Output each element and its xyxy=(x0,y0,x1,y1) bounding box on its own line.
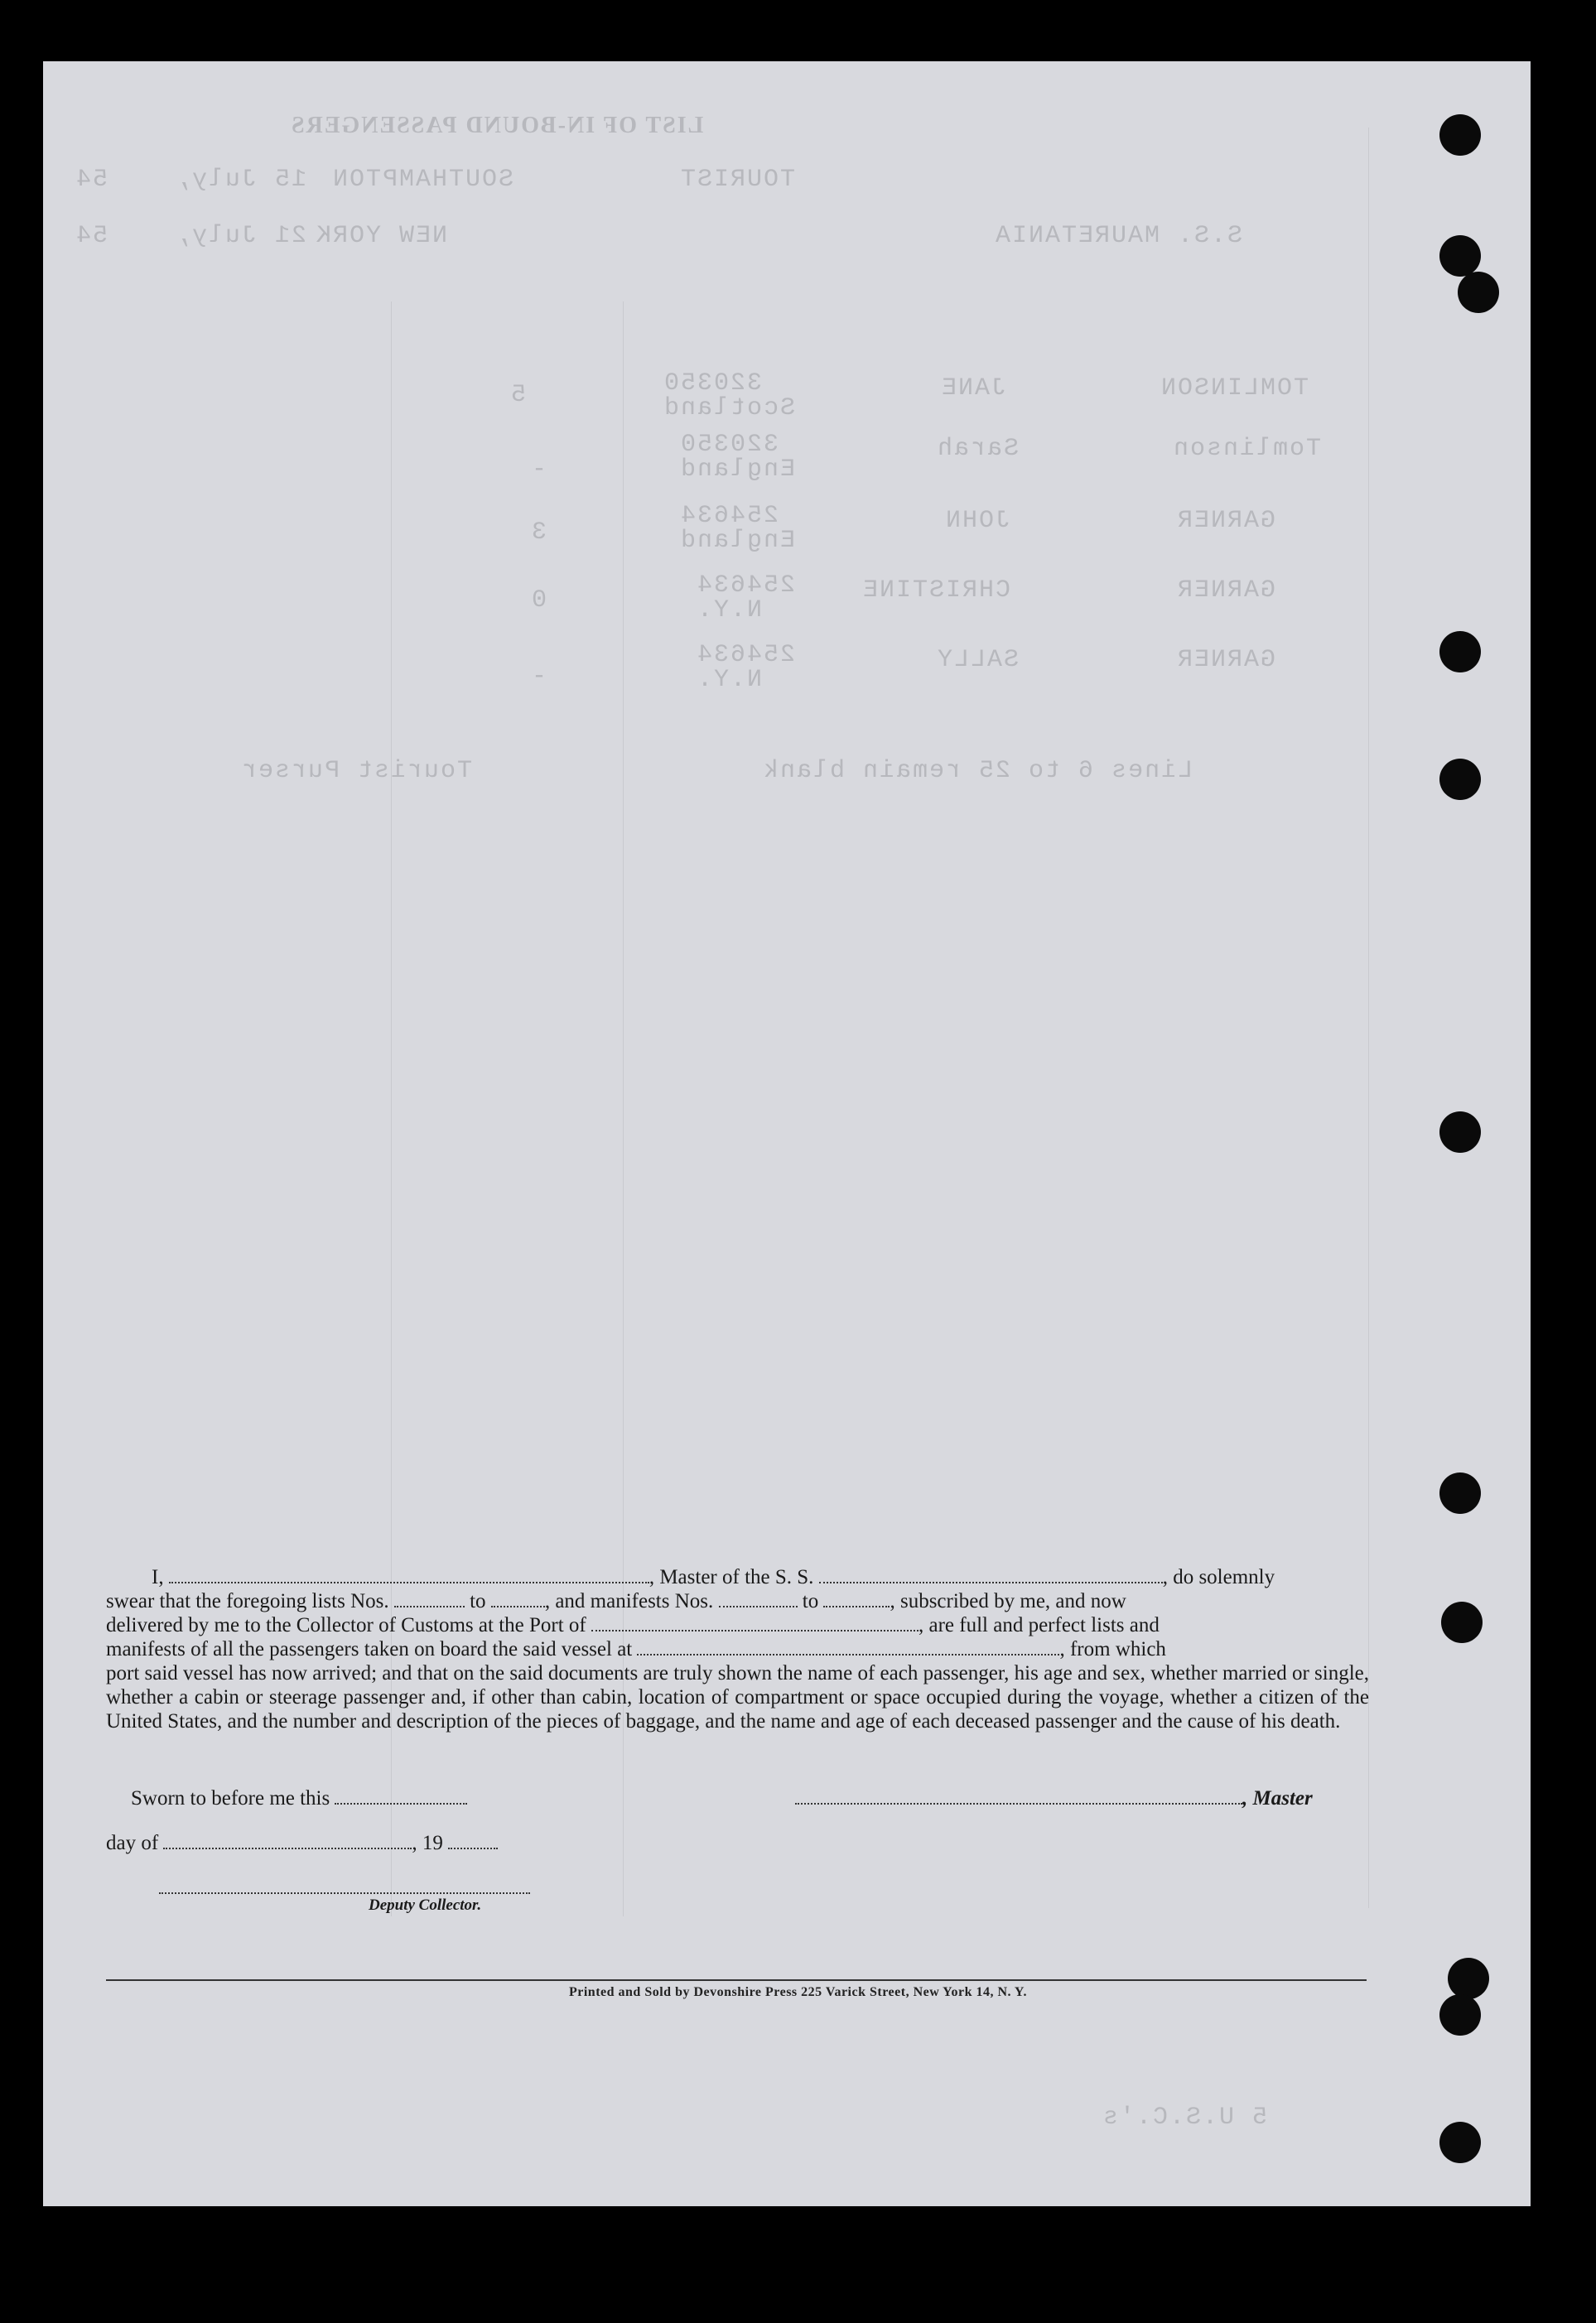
punch-hole-icon xyxy=(1439,2122,1481,2163)
bleed-line: 3 xyxy=(530,518,547,547)
bleed-bottom-mark: 5 U.S.C.'s xyxy=(1102,2104,1268,2132)
year-field[interactable] xyxy=(448,1848,498,1849)
bleed-note-signature: Tourist Purser xyxy=(240,757,473,785)
punch-hole-icon xyxy=(1441,1602,1483,1643)
deputy-label: Deputy Collector. xyxy=(369,1896,482,1914)
bleed-line: 0 xyxy=(530,586,547,614)
bleed-number: 320350 xyxy=(663,369,763,398)
bleed-year: 54 xyxy=(75,222,108,250)
bleed-surname: Tomlinson xyxy=(1172,435,1322,463)
bleed-number: 254634 xyxy=(679,502,779,530)
sworn-line xyxy=(131,1787,467,1810)
bleed-number: 254634 xyxy=(696,641,796,669)
oath-text: , subscribed by me, and now xyxy=(890,1590,1126,1612)
bleed-surname: TOMLINSON xyxy=(1160,374,1309,402)
bleed-country: England xyxy=(679,455,796,484)
punch-hole-icon xyxy=(1439,114,1481,156)
day-of-line xyxy=(106,1832,498,1855)
bleed-vessel: S.S. MAURETANIA xyxy=(994,222,1243,250)
punch-hole-icon xyxy=(1458,272,1499,313)
vessel-name-field[interactable] xyxy=(819,1582,1163,1583)
list-from-field[interactable] xyxy=(394,1606,465,1607)
bleed-surname: GARNER xyxy=(1176,576,1276,605)
bleed-number: 320350 xyxy=(679,431,779,459)
oath-text: manifests of all the passengers taken on board the said vessel at xyxy=(106,1638,633,1660)
bleed-arrival-date: 21 July, xyxy=(174,222,307,250)
oath-body: port said vessel has now arrived; and that on the said documents are truly shown the name of each passenger, his age and sex, whether married or single, whether a cabin or steerage passenger and, if other than cabin, location of compartment or space occupied during the voyage, whether a citizen of the United States, and the number and description of the pieces of baggage, and the name and age of each deceased passenger and the cause of his death. xyxy=(106,1662,1369,1733)
month-field[interactable] xyxy=(163,1848,412,1849)
bleed-number: 254634 xyxy=(696,571,796,600)
sworn-label: Sworn to before me this xyxy=(131,1787,330,1810)
bleed-line: - xyxy=(530,455,547,484)
oath-text: , and manifests Nos. xyxy=(544,1590,714,1612)
master-label: , Master xyxy=(1242,1787,1313,1810)
deputy-signature-field[interactable] xyxy=(159,1892,530,1894)
master-oath xyxy=(106,1565,1369,1733)
oath-text: to xyxy=(802,1590,819,1612)
printer-imprint: Printed and Sold by Devonshire Press 225 Varick Street, New York 14, N. Y. xyxy=(568,1985,1028,1999)
bleed-year: 54 xyxy=(75,166,108,194)
bleed-given: JANE xyxy=(940,374,1007,402)
sworn-day-field[interactable] xyxy=(335,1803,467,1805)
bleed-given: CHRISTINE xyxy=(861,576,1011,605)
footer-rule xyxy=(106,1979,1367,1981)
bleed-country: N.Y. xyxy=(696,666,763,694)
bleed-title: LIST OF IN-BOUND PASSENGERS xyxy=(290,113,704,138)
bleed-given: JOHN xyxy=(944,507,1011,535)
bleed-country: Scotland xyxy=(663,394,796,422)
bleed-note: Lines 6 to 25 remain blank xyxy=(762,757,1193,785)
bleed-departure-date: 15 July, xyxy=(174,166,307,194)
oath-text: , do solemnly xyxy=(1162,1566,1275,1588)
oath-text: , from which xyxy=(1059,1638,1166,1660)
oath-text: to xyxy=(470,1590,486,1612)
bleed-given: SALLY xyxy=(936,646,1020,674)
bleed-surname: GARNER xyxy=(1176,507,1276,535)
punch-hole-icon xyxy=(1439,1111,1481,1153)
bleed-arrival-port: NEW YORK xyxy=(315,222,448,250)
master-signature-field[interactable] xyxy=(795,1803,1242,1805)
day-of-label: day of xyxy=(106,1832,159,1854)
punch-hole-icon xyxy=(1439,1994,1481,2036)
oath-text: , Master of the S. S. xyxy=(649,1566,814,1588)
bleed-surname: GARNER xyxy=(1176,646,1276,674)
embarkation-field[interactable] xyxy=(637,1654,1059,1655)
punch-hole-icon xyxy=(1439,1472,1481,1514)
manifest-from-field[interactable] xyxy=(719,1606,798,1607)
bleed-line: - xyxy=(530,663,547,691)
master-signature-line xyxy=(795,1787,1313,1810)
punch-hole-icon xyxy=(1439,235,1481,277)
bleed-class: TOURIST xyxy=(679,166,796,194)
bleed-line: 5 xyxy=(509,381,527,409)
punch-hole-icon xyxy=(1439,631,1481,672)
port-field[interactable] xyxy=(591,1630,919,1631)
year-label: , 19 xyxy=(412,1832,443,1854)
oath-text: I, xyxy=(152,1566,164,1588)
bleed-country: N.Y. xyxy=(696,596,763,624)
list-to-field[interactable] xyxy=(491,1606,545,1607)
bleed-given: Sarah xyxy=(936,435,1020,463)
master-name-field[interactable] xyxy=(169,1582,649,1583)
punch-hole-icon xyxy=(1439,759,1481,800)
oath-text: swear that the foregoing lists Nos. xyxy=(106,1590,389,1612)
oath-text: , are full and perfect lists and xyxy=(919,1614,1160,1636)
bleed-from-port: SOUTHAMPTON xyxy=(331,166,514,194)
bleed-country: England xyxy=(679,527,796,555)
manifest-to-field[interactable] xyxy=(823,1606,890,1607)
oath-text: delivered by me to the Collector of Customs at the Port of xyxy=(106,1614,586,1636)
